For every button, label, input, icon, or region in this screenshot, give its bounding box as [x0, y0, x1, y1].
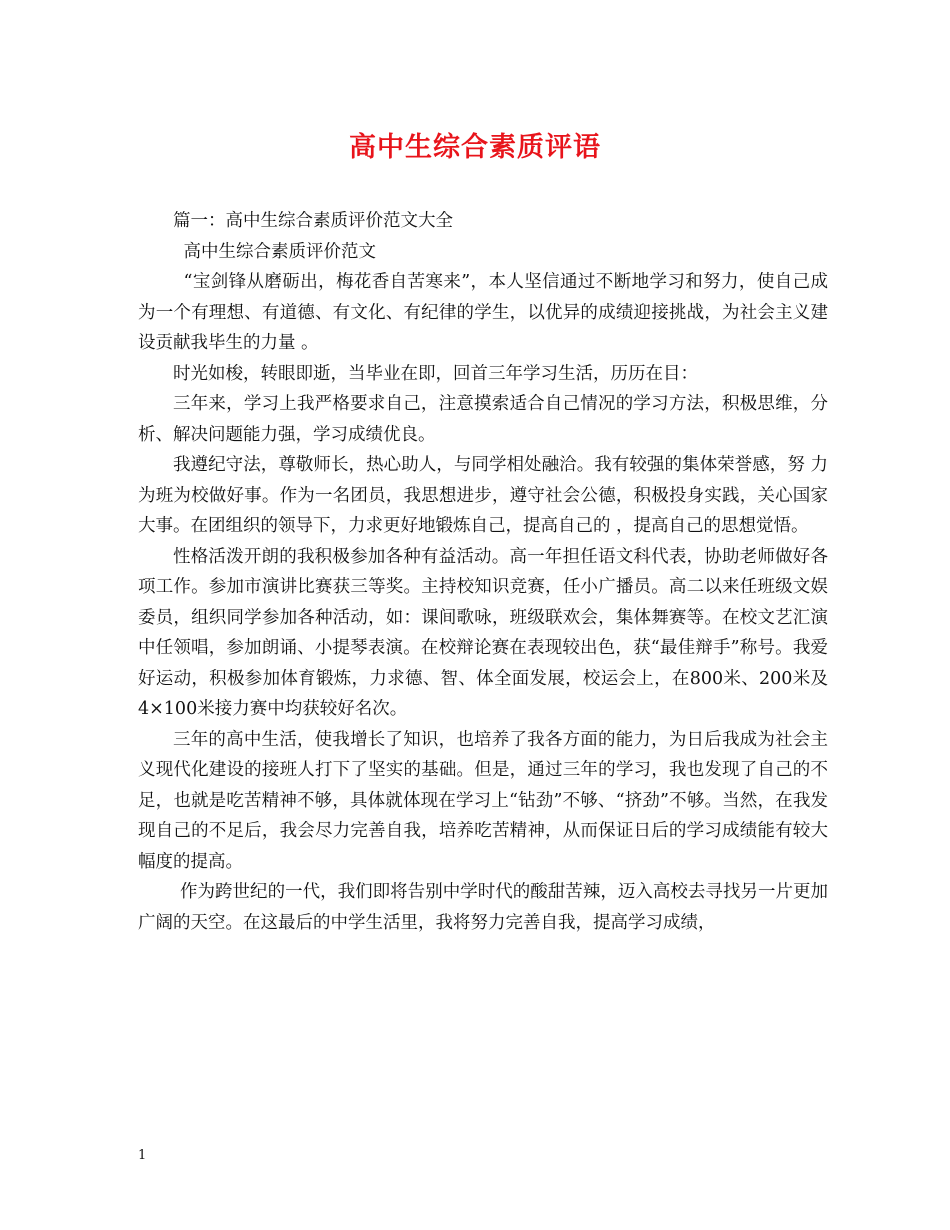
document-title: 高中生综合素质评语 — [349, 132, 601, 163]
section-heading: 篇一：高中生综合素质评价范文大全 — [173, 211, 453, 231]
subheading: 高中生综合素质评价范文 — [183, 241, 376, 262]
paragraph-5: 性格活泼开朗的我积极参加各种有益活动。高一年担任语文科代表，协助老师做好各项工作。参加市演讲比赛获三等奖。主持校知识竞赛，任小广播员。高二以来任班级文娱委员，组织同学参加各种活动，如：课间歌咏，班级联欢会，集体舞赛等。在校文艺汇演中任领唱，参加朗诵、小提琴表演。在校辩论赛在表现较出色，获“最佳辩手”称号。我爱好运动，积极参加体育锻炼，力求德、智、体全面发展，校运会上，在800米、200米及4×100米接力赛中均获较好名次。 — [138, 546, 828, 719]
paragraph-6: 三年的高中生活，使我增长了知识，也培养了我各方面的能力，为日后我成为社会主义现代化建设的接班人打下了坚实的基础。但是，通过三年的学习，我也发现了自己的不足，也就是吃苦精神不够，具体就体现在学习上“钻劲”不够、“挤劲”不够。当然，在我发现自己的不足后，我会尽力完善自我，培养吃苦精神，从而保证日后的学习成绩能有较大幅度的提高。 — [138, 729, 828, 872]
document-body — [138, 206, 828, 938]
paragraph-4: 我遵纪守法，尊敬师长，热心助人，与同学相处融洽。我有较强的集体荣誉感，努 力为班为校做好事。作为一名团员，我思想进步，遵守社会公德，积极投身实践，关心国家大事。在团组织的领导下，力求更好地锻炼自己，提高自己的 ，提高自己的思想觉悟。 — [138, 455, 828, 536]
paragraph-3: 三年来，学习上我严格要求自己，注意摸索适合自己情况的学习方法，积极思维，分析、解决问题能力强，学习成绩优良。 — [138, 394, 828, 445]
paragraph-7: 作为跨世纪的一代，我们即将告别中学时代的酸甜苦辣，迈入高校去寻找另一片更加广阔的天空。在这最后的中学生活里，我将努力完善自我，提高学习成绩， — [138, 882, 828, 933]
paragraph-1: “宝剑锋从磨砺出，梅花香自苦寒来”，本人坚信通过不断地学习和努力，使自己成为一个有理想、有道德、有文化、有纪律的学生，以优异的成绩迎接挑战，为社会主义建设贡献我毕生的力量 。 — [138, 272, 828, 353]
page-number: 1 — [138, 1148, 147, 1163]
paragraph-2: 时光如梭，转眼即逝，当毕业在即，回首三年学习生活，历历在目： — [173, 363, 698, 384]
